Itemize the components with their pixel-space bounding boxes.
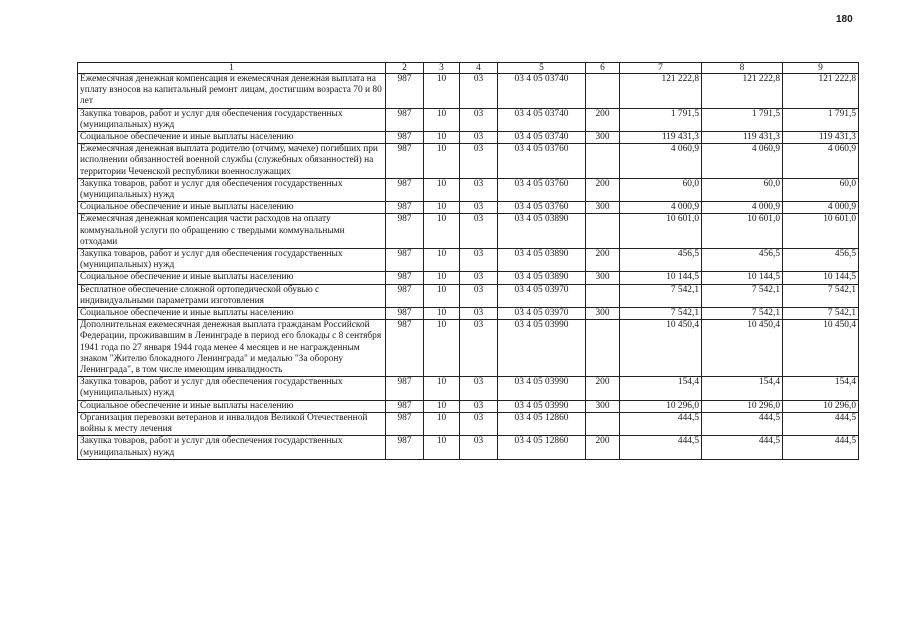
expense-type-cell: 300 — [586, 202, 620, 214]
admin-code-cell: 987 — [386, 144, 424, 179]
amount-cell-8: 4 060,9 — [702, 144, 783, 179]
row-name-cell: Социальное обеспечение и иные выплаты населению — [78, 400, 386, 412]
amount-cell-8: 10 601,0 — [702, 214, 783, 249]
section-cell: 10 — [424, 320, 460, 377]
table-row — [78, 202, 859, 214]
section-cell: 10 — [424, 400, 460, 412]
section-cell: 10 — [424, 202, 460, 214]
table-row — [78, 412, 859, 435]
table-row — [78, 377, 859, 400]
admin-code-cell: 987 — [386, 308, 424, 320]
amount-cell-9: 4 000,9 — [783, 202, 859, 214]
amount-cell-9: 60,0 — [783, 178, 859, 201]
target-article-cell: 03 4 05 03970 — [498, 308, 586, 320]
amount-cell-8: 7 542,1 — [702, 284, 783, 307]
page-number: 180 — [836, 14, 853, 25]
amount-cell-9: 4 060,9 — [783, 144, 859, 179]
target-article-cell: 03 4 05 03990 — [498, 400, 586, 412]
amount-cell-7: 60,0 — [620, 178, 702, 201]
admin-code-cell: 987 — [386, 436, 424, 459]
amount-cell-8: 7 542,1 — [702, 308, 783, 320]
target-article-cell: 03 4 05 03740 — [498, 108, 586, 131]
target-article-cell: 03 4 05 03890 — [498, 214, 586, 249]
section-cell: 10 — [424, 74, 460, 109]
section-cell: 10 — [424, 132, 460, 144]
amount-cell-7: 10 450,4 — [620, 320, 702, 377]
amount-cell-9: 121 222,8 — [783, 74, 859, 109]
target-article-cell: 03 4 05 12860 — [498, 412, 586, 435]
amount-cell-8: 10 450,4 — [702, 320, 783, 377]
subsection-cell: 03 — [460, 144, 498, 179]
subsection-cell: 03 — [460, 272, 498, 284]
column-header-9: 9 — [783, 63, 859, 74]
section-cell: 10 — [424, 436, 460, 459]
subsection-cell: 03 — [460, 412, 498, 435]
amount-cell-7: 444,5 — [620, 412, 702, 435]
target-article-cell: 03 4 05 12860 — [498, 436, 586, 459]
admin-code-cell: 987 — [386, 202, 424, 214]
row-name-cell: Ежемесячная денежная компенсация части расходов на оплату коммунальной услуги по обращению с твердыми коммунальными отходами — [78, 214, 386, 249]
budget-table — [77, 62, 859, 460]
admin-code-cell: 987 — [386, 377, 424, 400]
amount-cell-7: 10 144,5 — [620, 272, 702, 284]
admin-code-cell: 987 — [386, 74, 424, 109]
target-article-cell: 03 4 05 03760 — [498, 178, 586, 201]
amount-cell-9: 10 450,4 — [783, 320, 859, 377]
subsection-cell: 03 — [460, 284, 498, 307]
admin-code-cell: 987 — [386, 272, 424, 284]
amount-cell-8: 154,4 — [702, 377, 783, 400]
amount-cell-9: 456,5 — [783, 249, 859, 272]
target-article-cell: 03 4 05 03890 — [498, 249, 586, 272]
table-row — [78, 320, 859, 377]
row-name-cell: Социальное обеспечение и иные выплаты населению — [78, 308, 386, 320]
amount-cell-7: 7 542,1 — [620, 308, 702, 320]
amount-cell-8: 444,5 — [702, 436, 783, 459]
column-header-1: 1 — [78, 63, 386, 74]
expense-type-cell: 200 — [586, 436, 620, 459]
expense-type-cell — [586, 320, 620, 377]
section-cell: 10 — [424, 249, 460, 272]
column-header-3: 3 — [424, 63, 460, 74]
expense-type-cell — [586, 214, 620, 249]
amount-cell-8: 119 431,3 — [702, 132, 783, 144]
subsection-cell: 03 — [460, 377, 498, 400]
subsection-cell: 03 — [460, 436, 498, 459]
amount-cell-8: 60,0 — [702, 178, 783, 201]
amount-cell-7: 444,5 — [620, 436, 702, 459]
column-header-7: 7 — [620, 63, 702, 74]
section-cell: 10 — [424, 377, 460, 400]
table-row — [78, 108, 859, 131]
subsection-cell: 03 — [460, 132, 498, 144]
expense-type-cell: 300 — [586, 400, 620, 412]
target-article-cell: 03 4 05 03990 — [498, 377, 586, 400]
row-name-cell: Социальное обеспечение и иные выплаты населению — [78, 202, 386, 214]
amount-cell-9: 444,5 — [783, 436, 859, 459]
subsection-cell: 03 — [460, 178, 498, 201]
expense-type-cell — [586, 144, 620, 179]
amount-cell-8: 10 144,5 — [702, 272, 783, 284]
expense-type-cell: 200 — [586, 178, 620, 201]
table-row — [78, 144, 859, 179]
table-row — [78, 284, 859, 307]
expense-type-cell — [586, 412, 620, 435]
column-header-6: 6 — [586, 63, 620, 74]
subsection-cell: 03 — [460, 320, 498, 377]
expense-type-cell: 200 — [586, 377, 620, 400]
subsection-cell: 03 — [460, 308, 498, 320]
expense-type-cell — [586, 284, 620, 307]
admin-code-cell: 987 — [386, 249, 424, 272]
admin-code-cell: 987 — [386, 412, 424, 435]
section-cell: 10 — [424, 144, 460, 179]
admin-code-cell: 987 — [386, 178, 424, 201]
section-cell: 10 — [424, 272, 460, 284]
expense-type-cell: 200 — [586, 249, 620, 272]
amount-cell-9: 10 296,0 — [783, 400, 859, 412]
amount-cell-7: 4 000,9 — [620, 202, 702, 214]
amount-cell-9: 10 144,5 — [783, 272, 859, 284]
section-cell: 10 — [424, 214, 460, 249]
row-name-cell: Закупка товаров, работ и услуг для обеспечения государственных (муниципальных) нужд — [78, 178, 386, 201]
table-row — [78, 74, 859, 109]
amount-cell-9: 444,5 — [783, 412, 859, 435]
section-cell: 10 — [424, 108, 460, 131]
amount-cell-7: 7 542,1 — [620, 284, 702, 307]
amount-cell-9: 7 542,1 — [783, 308, 859, 320]
admin-code-cell: 987 — [386, 132, 424, 144]
table-row — [78, 178, 859, 201]
amount-cell-7: 119 431,3 — [620, 132, 702, 144]
amount-cell-7: 154,4 — [620, 377, 702, 400]
target-article-cell: 03 4 05 03970 — [498, 284, 586, 307]
target-article-cell: 03 4 05 03740 — [498, 74, 586, 109]
subsection-cell: 03 — [460, 400, 498, 412]
admin-code-cell: 987 — [386, 284, 424, 307]
table-row — [78, 249, 859, 272]
table-row — [78, 272, 859, 284]
expense-type-cell: 300 — [586, 272, 620, 284]
row-name-cell: Организация перевозки ветеранов и инвалидов Великой Отечественной войны к месту лечения — [78, 412, 386, 435]
row-name-cell: Закупка товаров, работ и услуг для обеспечения государственных (муниципальных) нужд — [78, 108, 386, 131]
subsection-cell: 03 — [460, 108, 498, 131]
row-name-cell: Закупка товаров, работ и услуг для обеспечения государственных (муниципальных) нужд — [78, 436, 386, 459]
amount-cell-8: 4 000,9 — [702, 202, 783, 214]
target-article-cell: 03 4 05 03760 — [498, 144, 586, 179]
subsection-cell: 03 — [460, 74, 498, 109]
target-article-cell: 03 4 05 03740 — [498, 132, 586, 144]
column-header-4: 4 — [460, 63, 498, 74]
table-row — [78, 132, 859, 144]
table-row — [78, 400, 859, 412]
amount-cell-8: 456,5 — [702, 249, 783, 272]
row-name-cell: Дополнительная ежемесячная денежная выплата гражданам Российской Федерации, проживавшим в Ленинграде в период его блокады с 8 сентября 1941 года по 27 января 1944 года менее 4 месяцев и не награжденным знаком "Жителю блокадного Ленинграда" и медалью "За оборону Ленинграда", в том числе имеющим инвалидность — [78, 320, 386, 377]
target-article-cell: 03 4 05 03990 — [498, 320, 586, 377]
target-article-cell: 03 4 05 03760 — [498, 202, 586, 214]
amount-cell-7: 456,5 — [620, 249, 702, 272]
admin-code-cell: 987 — [386, 320, 424, 377]
expense-type-cell — [586, 74, 620, 109]
section-cell: 10 — [424, 178, 460, 201]
row-name-cell: Бесплатное обеспечение сложной ортопедической обувью с индивидуальными параметрами изготовления — [78, 284, 386, 307]
row-name-cell: Закупка товаров, работ и услуг для обеспечения государственных (муниципальных) нужд — [78, 249, 386, 272]
amount-cell-9: 1 791,5 — [783, 108, 859, 131]
amount-cell-9: 119 431,3 — [783, 132, 859, 144]
amount-cell-7: 10 296,0 — [620, 400, 702, 412]
expense-type-cell: 300 — [586, 308, 620, 320]
admin-code-cell: 987 — [386, 108, 424, 131]
expense-type-cell: 200 — [586, 108, 620, 131]
amount-cell-9: 154,4 — [783, 377, 859, 400]
amount-cell-7: 4 060,9 — [620, 144, 702, 179]
amount-cell-7: 1 791,5 — [620, 108, 702, 131]
section-cell: 10 — [424, 412, 460, 435]
admin-code-cell: 987 — [386, 214, 424, 249]
subsection-cell: 03 — [460, 202, 498, 214]
column-header-2: 2 — [386, 63, 424, 74]
table-row — [78, 436, 859, 459]
row-name-cell: Ежемесячная денежная компенсация и ежемесячная денежная выплата на уплату взносов на капитальный ремонт лицам, достигшим возраста 70 и 80 лет — [78, 74, 386, 109]
amount-cell-8: 10 296,0 — [702, 400, 783, 412]
expense-type-cell: 300 — [586, 132, 620, 144]
section-cell: 10 — [424, 284, 460, 307]
row-name-cell: Ежемесячная денежная выплата родителю (отчиму, мачехе) погибших при исполнении обязанностей военной службы (служебных обязанностей) на территории Чеченской республики военнослужащих — [78, 144, 386, 179]
subsection-cell: 03 — [460, 214, 498, 249]
amount-cell-7: 10 601,0 — [620, 214, 702, 249]
subsection-cell: 03 — [460, 249, 498, 272]
amount-cell-9: 7 542,1 — [783, 284, 859, 307]
amount-cell-7: 121 222,8 — [620, 74, 702, 109]
header-row — [78, 63, 859, 74]
row-name-cell: Закупка товаров, работ и услуг для обеспечения государственных (муниципальных) нужд — [78, 377, 386, 400]
column-header-8: 8 — [702, 63, 783, 74]
row-name-cell: Социальное обеспечение и иные выплаты населению — [78, 132, 386, 144]
table-row — [78, 308, 859, 320]
target-article-cell: 03 4 05 03890 — [498, 272, 586, 284]
amount-cell-9: 10 601,0 — [783, 214, 859, 249]
admin-code-cell: 987 — [386, 400, 424, 412]
row-name-cell: Социальное обеспечение и иные выплаты населению — [78, 272, 386, 284]
table-body — [78, 74, 859, 460]
amount-cell-8: 444,5 — [702, 412, 783, 435]
amount-cell-8: 1 791,5 — [702, 108, 783, 131]
amount-cell-8: 121 222,8 — [702, 74, 783, 109]
column-header-5: 5 — [498, 63, 586, 74]
table-row — [78, 214, 859, 249]
section-cell: 10 — [424, 308, 460, 320]
